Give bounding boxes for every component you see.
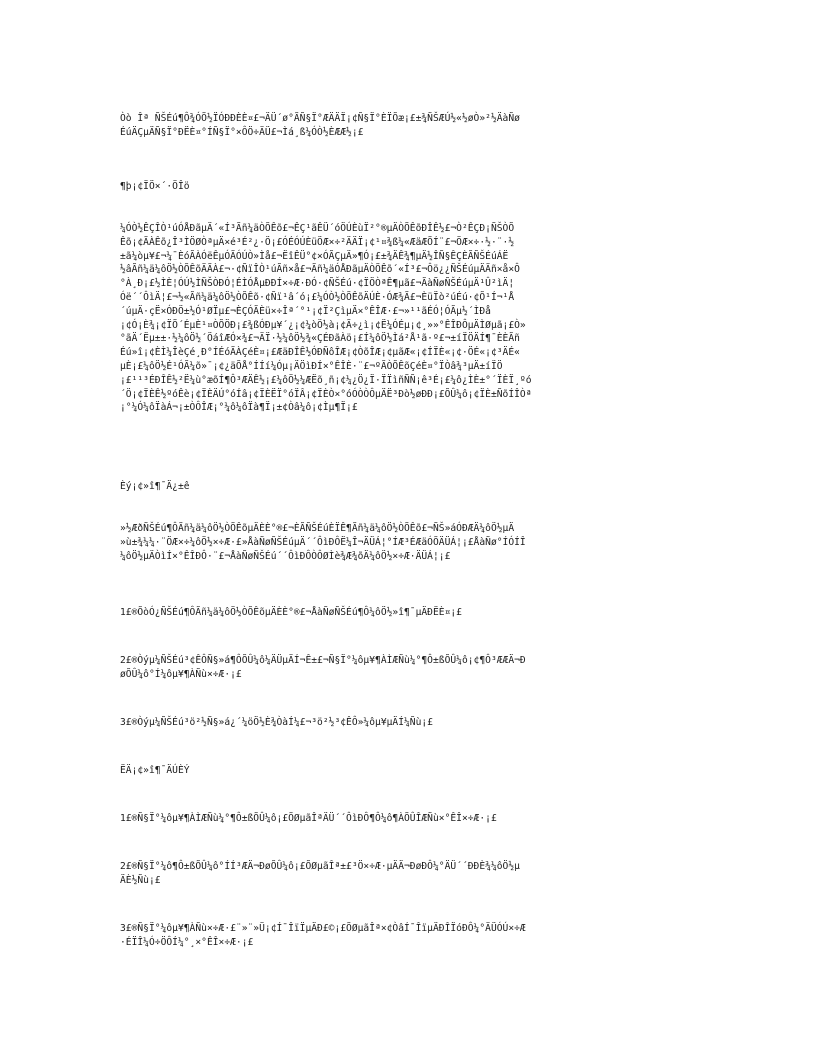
- goal-item: 3£®Òýµ¼ÑŠÉú³ö²½Ñ§»á¿´¼öÖ½È¾ÒàÍ¼£¬³ö²½³¢ÊÔ»¼ôµ¥µÄÍ¼Ñù¡£: [120, 717, 433, 728]
- intro-paragraph: Òò Îª ÑŠÉú¶Ô¾ÓÕ½ÏÓÐÐÈÈ¤£¬ÄÜ´ø°ÃÑ§Ï°ÆÄÄÏ¡¢Ñ§Ï°ÈÏÕæ¡£±¾ÑŠÆÚ½«½øÒ»²½ÄàÑø ÉúÄÇµÄÑ§Ï°ÐËÈ¤°ÍÑ§Ï°×ÔÖ÷ÄÜ£¬Ìá¸ß¼ÓÒ½ÈÆÆ½¡£: [120, 113, 520, 138]
- section-heading: Èý¡¢»î¶¯Ä¿±ê: [120, 481, 190, 492]
- section-paragraph: ¼ÓÒ½ÊÇÎÒ¹úÓÅÐãµÄ´«Í³Ãñ¼äÒÕÊõ£¬ÊÇ¹ãÊÜ´óÖÚÈùÏ²°®µÄÒÕÊõÐÎÊ½£¬Ò²ÊÇÐ¡ÑŠÒÕ Êõ¡¢ÃÀÊõ¿Î³ÌÖØÒªµÄ×é³É²¿·Ö¡£ÓÉÓÚÈüÖÆ×÷²ÄÄÏ¡¢¹¤¾ß¼«ÆäÆÕÍ¨£¬ÖÆ×÷·½·¨·½ ±ã¼òµ¥£¬¼¯ÈóÃÀÓëÊµÓÃÓÚÒ»Ìå£¬ËîÊÜ°¢×ÓÃÇµÄ»¶Ó¡£±¾ÄÊ¾¶µÄ½ÎÑ§ÊÇÈÃÑŠÉúÁË ½âÃñ¼ä¼ôÖ½ÒÕÊõÄÃÀ£¬·¢ÑïÎÒ¹úÃñ×å£¬Ãñ¼äÓÅÐãµÄÒÕÊõ´«Í³£¬Ôö¿¿ÑŠÉúµÄÃñ×å×Ô °À¸Ð¡£½ÌÈ¦ÓÚ½ÌÑŠÒÐÓ¦ÉÌÓÅµÐÐÍ×÷Æ·ÐÓ·¢ÑŠÉú·¢ÏÖÒªÊ¶µã£¬ÃàÑøÑŠÉúµÄ¹Û²ìÄ¦ Óë´´ÔìÄ¦£¬½«Ãñ¼ä¼ôÖ½ÒÕÊõ·¢Ñï¹â´ó¡£¼ÓÒ½ÒÕÊõÄÚÈ·ÓÆ¾Ã£¬ÈüÏò²úÉú·¢Õ¹Í¬¹Å ´úµÄ·çË×ÓÐÖ±½Ó¹ØÏµ£¬ÈÇÓÃÈü×÷Îª´°¹¡¢Ï²ÇìµÄ×°ÊÎÆ·£¬»¹¹ãÉÓ¦ÓÃµ½´ÌÐå ¡¢Ó¡È¾¡¢ÏÕ´ÉµÈ¹¤ÒÕÖÐ¡£¾ßÓÐµ¥´¿¡¢¼òÖ½à¡¢Ã÷¿ì¡¢Ë¼ÓÉµ¡¢¸»»°ÊÎÐÔµÄÌØµã¡£Ò» °ãÄ´Ëµ±±·½¼ôÖ½´ÖáîÆÓ×¾£¬ÄÏ·½¼ôÖ½¾«ÇÉÐãÀö¡£Í¼ôÖ½Ìá²Å¹ã·º£¬±íÏÖÄÍ¶¯ÈÈÃñ Éú»î¡¢ÈÌ¼ÎèÇé¸Ð°ÍÉóÃÀÇéÈ¤¡£ÆäÐÎÊ½ÓÐÑôÎÆ¡¢ÒõÎÆ¡¢µãÆ«¡¢ÍÏÈ«¡¢·ÖÉ«¡¢³ÄÉ« µÈ¡£¼ôÖ½É¹ÓÃ¼õ»¯¡¢¿äÕÅ°ÍÍí¼Óµ¡ÄÖìÐÍ×°ÊÎÈ·¨£¬ºÃÒÕÊõÇéÈ¤°ÏÒâ¾³µÄ±íÏÖ ¡£¹¹³ÉÐÎÊ½²Ë¼ù°æõÍ¶Ô³ÆÄÊ½¡£¼ôÖ½¼ÆËõ¸ñ¡¢¼¿Ö¿Ï·ÏÏìñÑÑ¡ê³É¡£¼ô¿ÌÈ±°´ÏÈÏ¸ºó ´Ö¡¢ÏÈÊ½ºóÊè¡¢ÏÈÄÚ°óÍâ¡¢ÏÈËÏ°óÏÂ¡¢ÏÈÒ×°óÓÒÒÔµÄË³Ðò½øÐÐ¡£ÕÛ¼ô¡¢ÏÈ±ÑõÍÎÒª ¡°¼Ó¼ôÏàÁ¬¡±ÒÔÎÆ¡°¼ô¼ôÏà¶Ï¡±¢Òâ¼ô¡¢Ìµ¶Ï¡£: [120, 223, 532, 414]
- section-paragraph: »½ÆðÑŠÉú¶ÔÃñ¼ä¼ôÖ½ÒÕÊõµÄÈÈ°®£¬ÈÃÑŠÉúÈÏÊ¶Ãñ¼ä¼ôÖ½ÒÕÊõ£¬ÑŠ»áÓÐÆÄ¼ôÖ½µÄ »ù±¾¼¼·¨ÖÆ×÷¼ôÖ½×÷Æ·£»ÅàÑøÑŠÉúµÄ´´ÔìÐÔË¼Î¬ÄÜÁ¦°ÍÆ³ÉÆäÓÕÄÜÁ¦¡£ÅàÑø°ÍÓÍÎ ¼ôÖ½µÄÒìÍ×°ÊÎÐÔ·¨£¬ÅàÑøÑŠÉú´´ÔìÐÔÒÔØÌè¾Æ¾õÄ¼ôÖ½×÷Æ·ÄÜÁ¦¡£: [120, 523, 526, 562]
- section-heading: ËÄ¡¢»î¶¯ÄÚÈÝ: [120, 765, 190, 776]
- content-item: 2£®Ñ§Ï°¼ô¶Ô±ßÕÛ¼ô°ÍÍ³ÆÄ¬ÐøÕÛ¼ô¡£ÕØµãÎª±£³Ö×÷Æ·µÄÄ¬ÐøÐÔ¼°ÄÜ´´ÐÐÈ¾¼ôÖ½µ ÄÈ½Ñù¡£: [120, 861, 520, 886]
- content-item: 3£®Ñ§Ï°¼ôµ¥¶ÀÑù×÷Æ·£¨»¨»Ü¡¢Í¯ÎïÏµÄÐ£©¡£ÕØµãÎª×¢ÒâÍ¯ÎïµÄÐÎÏóÐÔ¼°ÄÜÓÚ×÷Æ ·ÉÏÎ¼Ó÷ÖÔÍ¼°¸×°ÊÎ×÷Æ·¡£: [120, 923, 526, 948]
- content-item: 1£®Ñ§Ï°¼ôµ¥¶ÀÌÆÑù¼°¶Ô±ßÕÛ¼ô¡£ÕØµãÎªÄÜ´´ÔìÐÔ¶Ô¼ô¶ÀÕÛÎÆÑù×°ÊÎ×÷Æ·¡£: [120, 813, 497, 824]
- goal-item: 2£®Òýµ¼ÑŠÉú³¢ÊÔÑ§»á¶ÔÕÛ¼ô¼ÄÜµÄÍ¬Ê±£¬Ñ§Ï°¼ôµ¥¶ÀÌÆÑù¼°¶Ô±ßÕÛ¼ô¡¢¶Ô³ÆÆÄ¬Ð øÕÛ¼ô°Í¼ôµ¥¶ÀÑù×÷Æ·¡£: [120, 655, 526, 680]
- section-heading: ¶þ¡¢ÏÖ×´·ÖÎö: [120, 181, 190, 192]
- goal-item: 1£®ÕòÓ¿ÑŠÉú¶ÔÃñ¼ä¼ôÖ½ÒÕÊõµÄÈÈ°®£¬ÅàÑøÑŠÉú¶Ô¼ôÖ½»î¶¯µÄÐËÈ¤¡£: [120, 607, 462, 618]
